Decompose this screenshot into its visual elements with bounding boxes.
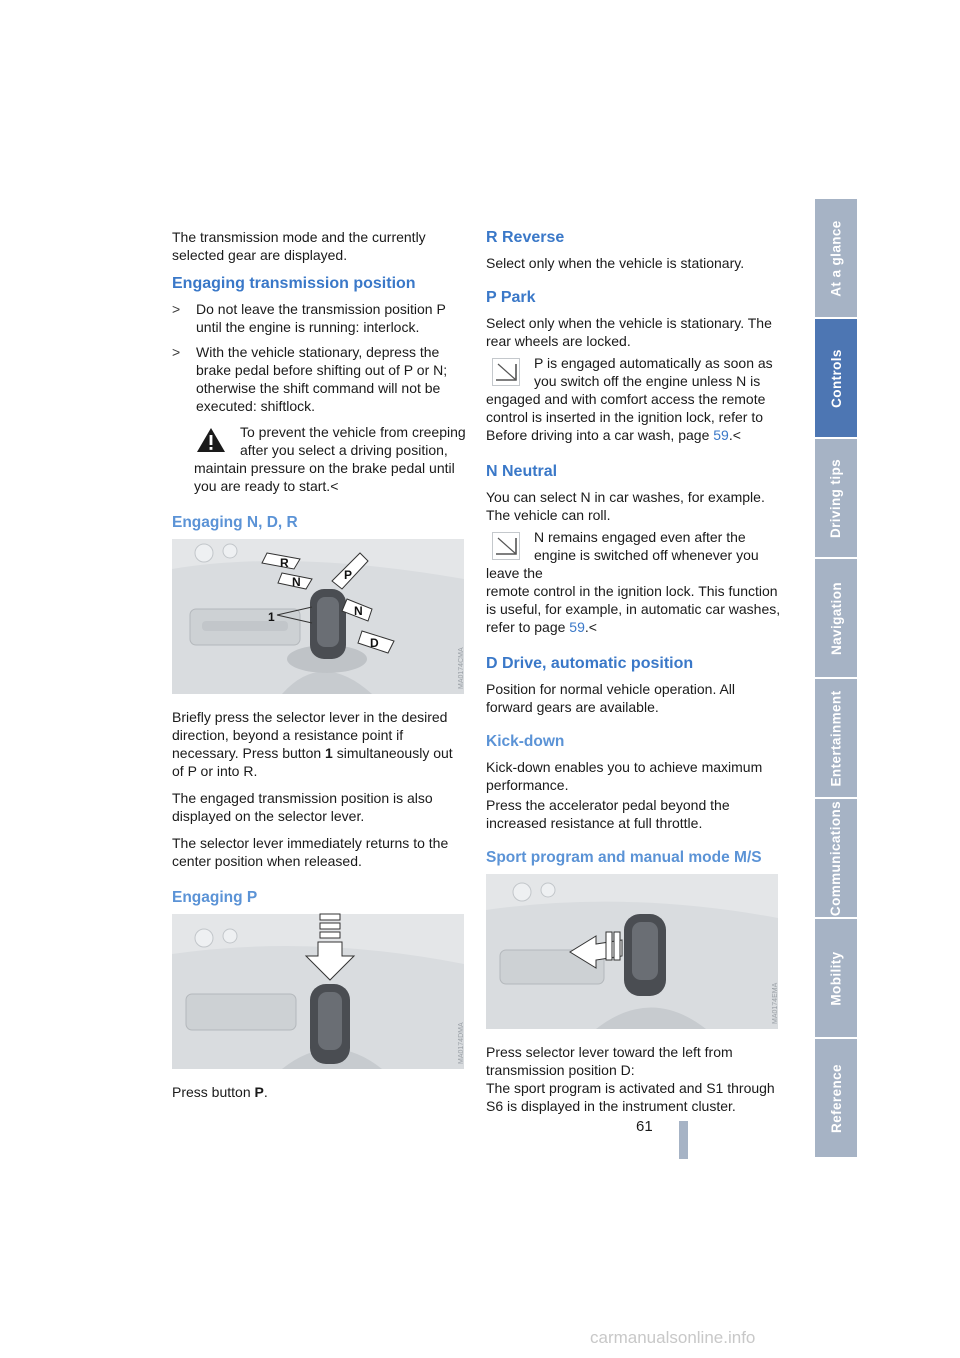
p-park-text: Select only when the vehicle is stationary. The rear wheels are locked. [486,315,772,349]
label-n: N [292,575,301,589]
tab-driving-tips[interactable]: Driving tips [815,439,857,559]
ndr-para2: The engaged transmission position is also displayed on the selector lever. [172,790,433,824]
warning-rest: maintain pressure on the brake pedal until you are ready to start. [194,460,455,494]
end-mark: < [588,619,597,635]
engaging-p-text: Press button P. [172,1084,268,1100]
label-n2: N [354,604,363,618]
figure-sport-mode [486,874,778,1029]
heading-n-neutral: N Neutral [486,463,558,480]
figure-credit: MA0174EMA [772,982,779,1024]
heading-sport: Sport program and manual mode M/S [486,849,762,866]
bullet-list [172,300,468,415]
n-neutral-text: You can select N in car washes, for example. The vehicle can roll. [486,489,765,523]
figure-selector-p [172,914,464,1069]
warning-note [194,423,468,495]
note-icon [492,358,520,386]
left-column [172,228,468,1110]
page-number-bar [679,1121,688,1159]
heading-d-drive: D Drive, automatic position [486,655,694,672]
figure-credit: MA0174DMA [458,1022,465,1064]
tab-communications[interactable]: Communications [815,799,857,919]
tab-entertainment[interactable]: Entertainment [815,679,857,799]
heading-kickdown: Kick-down [486,733,565,750]
r-reverse-text: Select only when the vehicle is stationary. [486,255,745,271]
sport-text1: Press selector lever toward the left from transmission position D: [486,1044,733,1078]
tab-at-a-glance[interactable]: At a glance [815,199,857,319]
figure-credit: MA0174CMA [458,647,465,689]
tab-reference[interactable]: Reference [815,1039,857,1159]
watermark: carmanualsonline.info [590,1328,756,1347]
ndr-para1: Briefly press the selector lever in the desired direction, beyond a resistance point if necessary. Press button 1 simultaneously out of P or into R. [172,709,453,779]
heading-p-park: P Park [486,289,536,306]
label-d: D [370,636,379,650]
tab-controls[interactable]: Controls [815,319,857,439]
heading-r-reverse: R Reverse [486,229,565,246]
figure-selector-ndr [172,539,464,694]
tab-mobility[interactable]: Mobility [815,919,857,1039]
selector-lever-p-illustration [172,914,464,1069]
bullet-marker: > [172,344,181,360]
page-number: 61 [636,1118,653,1135]
p-park-note: P is engaged automatically as soon as you switch off the engine unless N is engaged and with comfort access the remote control is inserted in the ignition lock, refer to Before driving into a car wash, page 59.< [486,354,782,444]
kickdown-text1: Kick-down enables you to achieve maximum performance. [486,759,763,793]
warning-triangle-icon [196,427,226,453]
note-icon [492,532,520,560]
intro-text: The transmission mode and the currently selected gear are displayed. [172,229,426,263]
page-link[interactable]: 59 [569,619,585,635]
ndr-para3: The selector lever immediately returns to the center position when released. [172,835,449,869]
right-column [486,228,782,1124]
kickdown-text2: Press the accelerator pedal beyond the increased resistance at full throttle. [486,797,730,831]
bullet-marker: > [172,301,181,317]
heading-engaging-ndr: Engaging N, D, R [172,514,298,531]
heading-engaging-transmission: Engaging transmission position [172,275,416,292]
list-item: > With the vehicle stationary, depress the brake pedal before shifting out of P or N; otherwise the shift command will not be executed: shiftlock. [172,344,448,414]
tab-navigation[interactable]: Navigation [815,559,857,679]
label-r: R [280,556,289,570]
p-park-note-first: P is engaged automatically as soon as you switch off the engine unless N is [534,355,773,389]
end-mark: < [732,427,741,443]
d-drive-text: Position for normal vehicle operation. All forward gears are available. [486,681,736,715]
selector-lever-sport-illustration [486,874,778,1029]
n-neutral-note: N remains engaged even after the engine is switched off whenever you leave the remote control in the ignition lock. This function is useful, for example, in automatic car washes, refer to page 59.< [486,529,781,635]
label-p: P [344,568,353,582]
n-neutral-note-first: N remains engaged even after the engine is switched off whenever you leave the [486,529,759,581]
sport-text2: The sport program is activated and S1 through S6 is displayed in the instrument cluster. [486,1080,775,1114]
selector-lever-illustration [172,539,464,694]
list-item: > Do not leave the transmission position P until the engine is running: interlock. [172,301,446,335]
end-mark: < [330,478,339,494]
label-1: 1 [268,610,275,624]
page-link[interactable]: 59 [713,427,729,443]
heading-engaging-p: Engaging P [172,889,258,906]
warning-first: To prevent the vehicle from creeping after you select a driving position, [240,424,466,458]
